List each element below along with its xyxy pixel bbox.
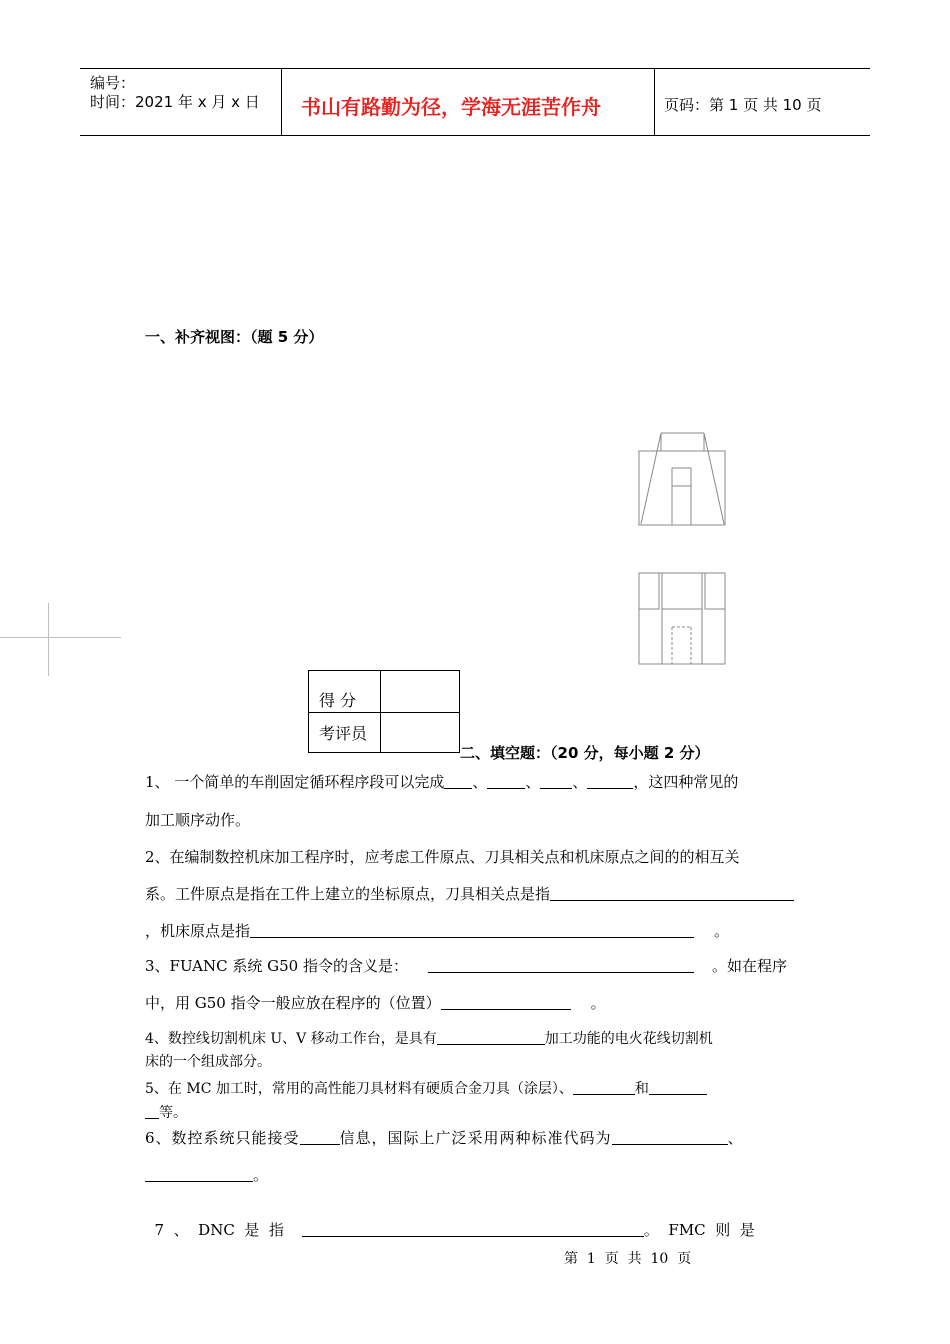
blank[interactable]	[250, 921, 694, 938]
blank[interactable]	[441, 993, 571, 1010]
question-4-line2: 床的一个组成部分。	[145, 1054, 271, 1070]
blank[interactable]	[145, 1102, 159, 1119]
question-6-line2: 。	[145, 1165, 268, 1185]
question-2-line3: ，机床原点是指 。	[145, 922, 730, 940]
footer-page-number: 第 1 页 共 10 页	[564, 1251, 692, 1267]
question-3-line2: 中，用 G50 指令一般应放在程序的（位置） 。	[145, 994, 606, 1012]
reviewer-label: 考评员	[319, 724, 368, 743]
header-bottom-rule	[80, 135, 870, 136]
header-page-code: 页码：第 1 页 共 10 页	[664, 96, 822, 114]
question-6-line1: 6、数控系统只能接受 信息，国际上广泛采用两种标准代码为 、	[145, 1129, 744, 1147]
front-view-drawing	[638, 430, 728, 528]
header-divider-left	[281, 68, 282, 136]
blank[interactable]	[649, 1078, 707, 1095]
header-top-rule	[80, 68, 870, 69]
question-5-line1: 5、在 MC 加工时，常用的高性能刀具材料有硬质合金刀具（涂层）、 和	[145, 1078, 707, 1099]
score-label: 得 分	[319, 691, 357, 710]
blank[interactable]	[550, 884, 794, 901]
blank[interactable]	[487, 772, 525, 789]
blank[interactable]	[428, 956, 694, 973]
blank[interactable]	[300, 1128, 340, 1145]
question-7-line1: 7 、 DNC 是 指 。 FMC 则 是	[154, 1221, 755, 1239]
question-2-line2: 系。工件原点是指在工件上建立的坐标原点，刀具相关点是指	[145, 884, 794, 904]
crop-mark-horizontal	[0, 637, 121, 638]
blank[interactable]	[302, 1220, 644, 1237]
number-label: 编号：	[90, 74, 136, 92]
crop-mark-vertical	[48, 603, 49, 676]
question-1-line2: 加工顺序动作。	[145, 811, 251, 829]
header-motto: 书山有路勤为径，学海无涯苦作舟	[301, 95, 601, 119]
blank[interactable]	[437, 1028, 545, 1045]
time-label: 时间：2021 年 x 月 x 日	[90, 93, 260, 111]
blank[interactable]	[540, 772, 572, 789]
header-divider-right	[654, 68, 655, 136]
question-1-line1: 1、 一个简单的车削固定循环程序段可以完成 、 、 、 ，这四种常见的	[145, 773, 739, 791]
section2-title: 二、填空题：（20 分，每小题 2 分）	[460, 744, 710, 762]
blank[interactable]	[612, 1128, 728, 1145]
question-4-line1: 4、数控线切割机床 U、V 移动工作台，是具有 加工功能的电火花线切割机	[145, 1028, 713, 1049]
question-2-line1: 2、在编制数控机床加工程序时，应考虑工件原点、刀具相关点和机床原点之间的的相互关	[145, 848, 740, 866]
score-box	[308, 670, 460, 753]
blank[interactable]	[444, 772, 472, 789]
blank[interactable]	[145, 1165, 253, 1182]
top-view-drawing	[638, 570, 728, 668]
blank[interactable]	[587, 772, 633, 789]
question-5-line2: 等。	[145, 1102, 187, 1123]
section1-title: 一、补齐视图：（题 5 分）	[145, 328, 324, 346]
question-3-line1: 3、FUANC 系统 G50 指令的含义是： 。如在程序	[145, 957, 787, 975]
blank[interactable]	[573, 1078, 635, 1095]
